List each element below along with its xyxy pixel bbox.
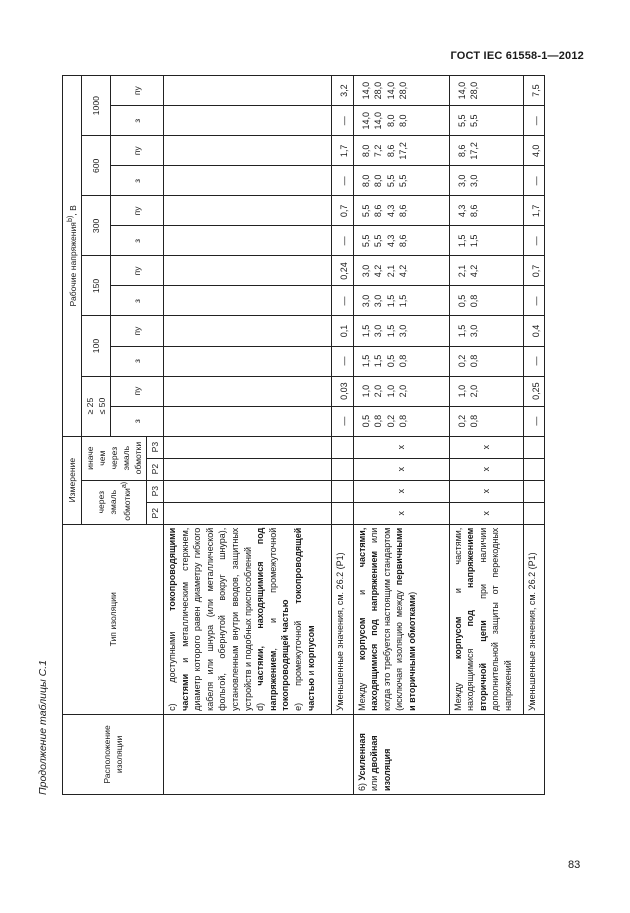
header-measurement: Измерение: [63, 436, 82, 524]
cell-measurement-mark: [332, 502, 354, 524]
text-run: ): [407, 591, 418, 595]
cell-measurement-mark: [523, 480, 545, 502]
text-run: Между: [356, 660, 367, 711]
header-voltage: 150: [81, 256, 110, 316]
cell-value-pu: 1,7: [332, 136, 354, 166]
text-run: или: [369, 773, 380, 791]
text-run: и: [305, 668, 316, 679]
working-voltage-label: Рабочие напряжения: [67, 222, 78, 307]
text-run: под напряжением вторичной цепи: [465, 527, 488, 711]
cell-value-z: 0,2 0,8: [449, 346, 523, 376]
text-run: частями, находящимися под напряжением: [356, 527, 380, 711]
text-run: и металлическим стержнем, диаметр которого равен диаметру гибкого кабеля или шнура (или металлической фольгой, обернутой вокруг шнура), установленным внутри вводов, защитных устройств и подобных приспособлений d): [179, 527, 266, 711]
cell-value-z: —: [523, 106, 545, 136]
cell-value-pu: [164, 76, 332, 106]
cell-value-z: 0,2 0,8: [449, 406, 523, 436]
continuation-caption: Продолжение таблицы С.1: [37, 660, 49, 795]
cell-value-z: 3,0 3,0 1,5 1,5: [353, 286, 449, 316]
cell-value-z: [164, 286, 332, 316]
table-row: [523, 76, 545, 795]
cell-value-pu: 7,5: [523, 76, 545, 106]
page-header: ГОСТ IEC 61558-1—2012: [450, 50, 584, 62]
cell-value-z: 14,0 14,0 8,0 8,0: [353, 106, 449, 136]
cell-value-pu: 0,7: [523, 256, 545, 286]
cell-insulation-type: [164, 524, 332, 714]
cell-measurement-mark: x: [353, 436, 449, 458]
cell-value-z: —: [332, 166, 354, 196]
cell-value-z: —: [523, 346, 545, 376]
cell-measurement-mark: x: [449, 458, 523, 480]
cell-value-pu: 1,5 3,0: [449, 316, 523, 346]
text-run: с) доступными: [167, 610, 178, 711]
header-z: з: [110, 346, 163, 376]
cell-value-z: [164, 166, 332, 196]
text-run: корпусом: [305, 625, 316, 668]
cell-value-z: —: [332, 226, 354, 256]
text-run: Уменьшенные значения, см. 26.2 (P1): [335, 552, 346, 711]
header-voltage: 300: [81, 196, 110, 256]
cell-measurement-mark: [332, 436, 354, 458]
text-run: Усиленная: [356, 733, 367, 781]
through-enamel-label: через эмаль обмотки: [95, 488, 132, 521]
table-row: [353, 76, 449, 795]
text-run: Между: [452, 659, 463, 711]
cell-value-z: —: [523, 166, 545, 196]
cell-value-pu: 0,25: [523, 376, 545, 406]
cell-measurement-mark: [523, 458, 545, 480]
header-working-voltage: [63, 76, 82, 437]
cell-value-pu: 5,5 8,6 4,3 8,6: [353, 196, 449, 226]
header-voltage: ≥ 25 ≤ 50: [81, 376, 110, 436]
header-pu: пу: [110, 136, 163, 166]
cell-value-z: [164, 406, 332, 436]
cell-measurement-mark: [164, 480, 332, 502]
header-through-enamel: [81, 480, 146, 524]
header-p-label: P2: [147, 458, 164, 480]
text-run: и: [356, 567, 367, 618]
header-location: Расположение изоляции: [63, 714, 164, 794]
text-run: токопроводящей частью: [280, 599, 291, 711]
header-pu: пу: [110, 316, 163, 346]
cell-location: [164, 714, 354, 794]
header-z: з: [110, 406, 163, 436]
cell-value-z: 0,5 0,8: [449, 286, 523, 316]
text-run: корпусом: [356, 617, 367, 661]
working-voltage-unit: , В: [67, 205, 78, 216]
text-run: частями, находящимися под напряжением: [255, 527, 278, 711]
cell-value-pu: [164, 196, 332, 226]
cell-value-pu: [164, 256, 332, 286]
cell-value-z: 1,5 1,5 0,5 0,8: [353, 346, 449, 376]
table-body: [164, 76, 545, 795]
cell-measurement-mark: [332, 480, 354, 502]
cell-measurement-mark: [332, 458, 354, 480]
cell-measurement-mark: x: [353, 480, 449, 502]
cell-insulation-type: [353, 524, 449, 714]
header-pu: пу: [110, 76, 163, 106]
cell-value-z: —: [332, 406, 354, 436]
cell-value-pu: 2,1 4,2: [449, 256, 523, 286]
cell-measurement-mark: [164, 502, 332, 524]
cell-value-z: 5,5 5,5: [449, 106, 523, 136]
cell-value-z: —: [332, 106, 354, 136]
cell-value-pu: 14,0 28,0 14,0 28,0: [353, 76, 449, 106]
cell-value-pu: 14,0 28,0: [449, 76, 523, 106]
cell-value-z: —: [332, 286, 354, 316]
cell-measurement-mark: [523, 502, 545, 524]
text-run: е) промежуточной: [293, 620, 304, 711]
header-z: з: [110, 106, 163, 136]
cell-value-pu: [164, 316, 332, 346]
cell-value-pu: 8,6 17,2: [449, 136, 523, 166]
cell-insulation-type: [449, 524, 523, 714]
cell-measurement-mark: x: [353, 502, 449, 524]
cell-value-z: 5,5 5,5 4,3 8,6: [353, 226, 449, 256]
cell-measurement-mark: x: [449, 436, 523, 458]
text-run: и частями, находящимися: [452, 527, 476, 711]
cell-value-pu: 1,7: [523, 196, 545, 226]
text-run: токопроводящими частями: [167, 527, 190, 711]
cell-value-pu: 0,1: [332, 316, 354, 346]
cell-measurement-mark: [523, 436, 545, 458]
header-pu: пу: [110, 376, 163, 406]
cell-value-pu: 0,03: [332, 376, 354, 406]
header-other-than-enamel: иначе чем через эмаль обмотки: [81, 436, 146, 480]
through-enamel-footnote: a): [120, 481, 129, 489]
cell-value-z: [164, 346, 332, 376]
cell-value-z: —: [332, 346, 354, 376]
cell-value-pu: 0,4: [523, 316, 545, 346]
header-p-label: P3: [147, 480, 164, 502]
text-run: 6): [356, 780, 367, 791]
text-run: токопроводящей частью: [293, 527, 316, 711]
text-run: при наличии дополнительной защиты от перекодных напряжений: [477, 527, 514, 711]
cell-measurement-mark: x: [449, 502, 523, 524]
cell-location: [353, 714, 545, 794]
header-z: з: [110, 286, 163, 316]
cell-value-pu: 3,0 4,2 2,1 4,2: [353, 256, 449, 286]
table-row: [449, 76, 523, 795]
cell-measurement-mark: x: [353, 458, 449, 480]
cell-measurement-mark: [164, 436, 332, 458]
rotated-table-container: [37, 75, 607, 795]
cell-value-pu: 1,5 3,0 1,5 3,0: [353, 316, 449, 346]
cell-value-z: 3,0 3,0: [449, 166, 523, 196]
cell-value-pu: 0,7: [332, 196, 354, 226]
header-pu: пу: [110, 196, 163, 226]
header-type: Тип изоляции: [63, 524, 164, 714]
table-row: [164, 76, 332, 795]
header-z: з: [110, 226, 163, 256]
cell-value-z: —: [523, 286, 545, 316]
text-run: корпусом: [452, 616, 463, 660]
header-voltage: 1000: [81, 76, 110, 136]
header-voltage: 100: [81, 316, 110, 376]
table-row: [332, 76, 354, 795]
cell-value-pu: [164, 376, 332, 406]
text-run: первичными и вторичными обмотками: [394, 527, 418, 711]
cell-value-pu: 4,0: [523, 136, 545, 166]
cell-value-pu: 1,0 2,0 1,0 2,0: [353, 376, 449, 406]
insulation-table: [62, 75, 545, 795]
header-p-label: P2: [147, 502, 164, 524]
text-run: Уменьшенные значения, см. 26.2 (P1): [526, 552, 537, 711]
cell-value-z: 1,5 1,5: [449, 226, 523, 256]
table-head: [63, 76, 164, 795]
cell-value-pu: 0,24: [332, 256, 354, 286]
cell-insulation-type: [332, 524, 354, 714]
cell-measurement-mark: x: [449, 480, 523, 502]
text-run: двойная изоляция: [369, 735, 392, 791]
cell-value-pu: 3,2: [332, 76, 354, 106]
text-run: или когда это требуется настоящим стандартом (исключая изоляцию между: [369, 527, 405, 711]
cell-measurement-mark: [164, 458, 332, 480]
cell-value-z: 0,5 0,8 0,2 0,8: [353, 406, 449, 436]
header-pu: пу: [110, 256, 163, 286]
cell-value-pu: 4,3 8,6: [449, 196, 523, 226]
cell-value-z: 8,0 8,0 5,5 5,5: [353, 166, 449, 196]
cell-value-z: [164, 106, 332, 136]
cell-value-z: [164, 226, 332, 256]
header-voltage: 600: [81, 136, 110, 196]
text-run: , и промежуточной: [267, 527, 278, 651]
cell-value-pu: [164, 136, 332, 166]
cell-insulation-type: [523, 524, 545, 714]
working-voltage-footnote: b): [66, 215, 74, 223]
header-p-label: P3: [147, 436, 164, 458]
cell-value-z: —: [523, 406, 545, 436]
cell-value-pu: 8,0 7,2 8,6 17,2: [353, 136, 449, 166]
cell-value-pu: 1,0 2,0: [449, 376, 523, 406]
page-number: 83: [568, 859, 581, 871]
header-z: з: [110, 166, 163, 196]
cell-value-z: —: [523, 226, 545, 256]
